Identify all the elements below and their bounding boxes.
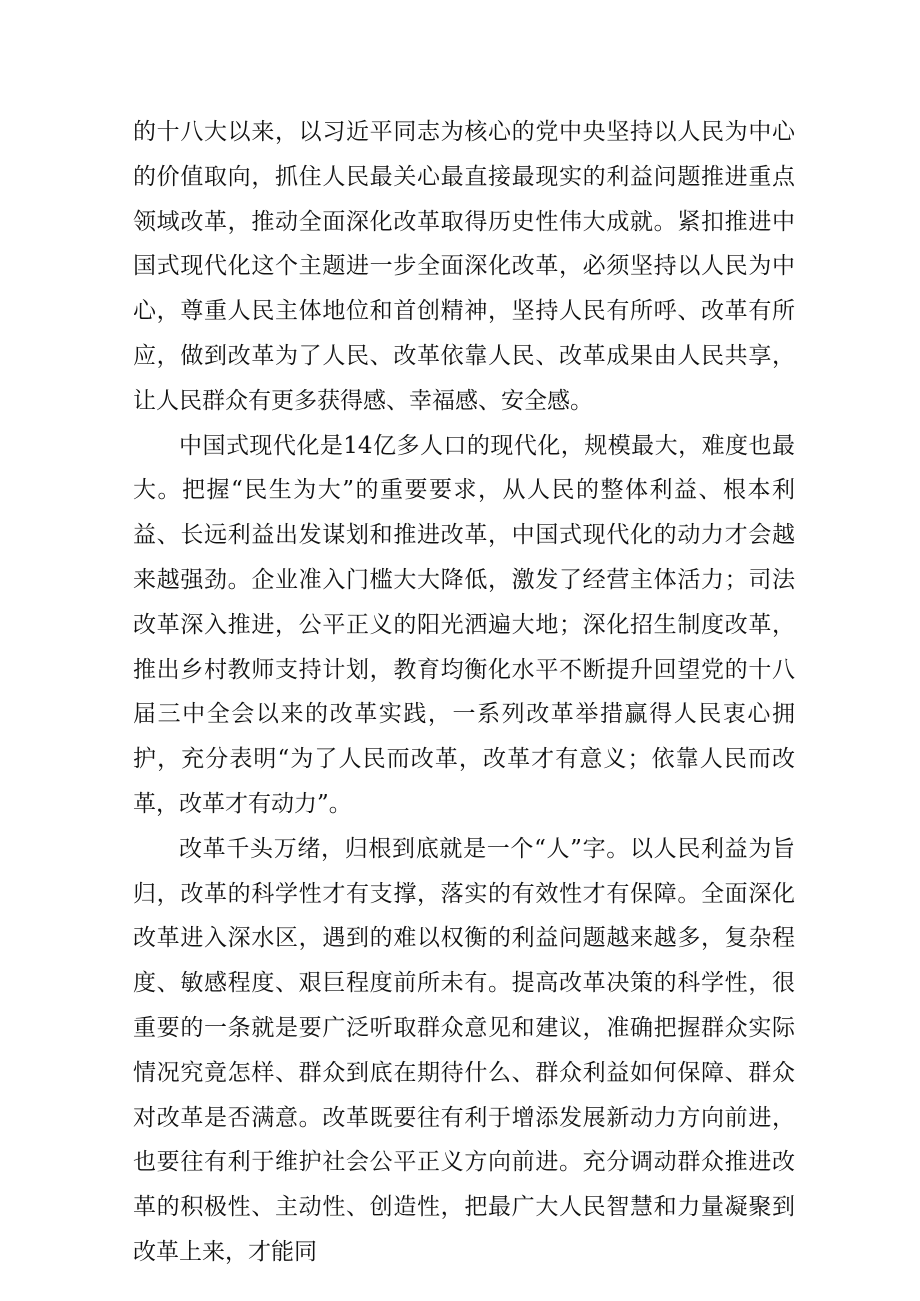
paragraph: 改革千头万绪，归根到底就是一个“人”字。以人民利益为旨归，改革的科学性才有支撑，落实的有效性才有保障。全面深化改革进入深水区，遇到的难以权衡的利益问题越来越多，复杂程度、敏感程度、艰巨程度前所未有。提高改革决策的科学性，很重要的一条就是要广泛听取群众意见和建议，准确把握群众实际情况究竟怎样、群众到底在期待什么、群众利益如何保障、群众对改革是否满意。改革既要往有利于增添发展新动力方向前进，也要往有利于维护社会公平正义方向前进。充分调动群众推进改革的积极性、主动性、创造性，把最广大人民智慧和力量凝聚到改革上来，才能同: [133, 835, 795, 1265]
paragraph-continued: 的十八大以来，以习近平同志为核心的党中央坚持以人民为中心的价值取向，抓住人民最关心最直接最现实的利益问题推进重点领域改革，推动全面深化改革取得历史性伟大成就。紧扣推进中国式现代化这个主题进一步全面深化改革，必须坚持以人民为中心，尊重人民主体地位和首创精神，坚持人民有所呼、改革有所应，做到改革为了人民、改革依靠人民、改革成果由人民共享，让人民群众有更多获得感、幸福感、安全感。: [133, 119, 795, 414]
document-body: [133, 110, 795, 1275]
paragraph: 中国式现代化是14亿多人口的现代化，规模最大，难度也最大。把握“民生为大”的重要要求，从人民的整体利益、根本利益、长远利益出发谋划和推进改革，中国式现代化的动力才会越来越强劲。企业准入门槛大大降低，激发了经营主体活力；司法改革深入推进，公平正义的阳光洒遍大地；深化招生制度改革，推出乡村教师支持计划，教育均衡化水平不断提升回望党的十八届三中全会以来的改革实践，一系列改革举措赢得人民衷心拥护，充分表明“为了人民而改革，改革才有意义；依靠人民而改革，改革才有动力”。: [133, 432, 795, 817]
